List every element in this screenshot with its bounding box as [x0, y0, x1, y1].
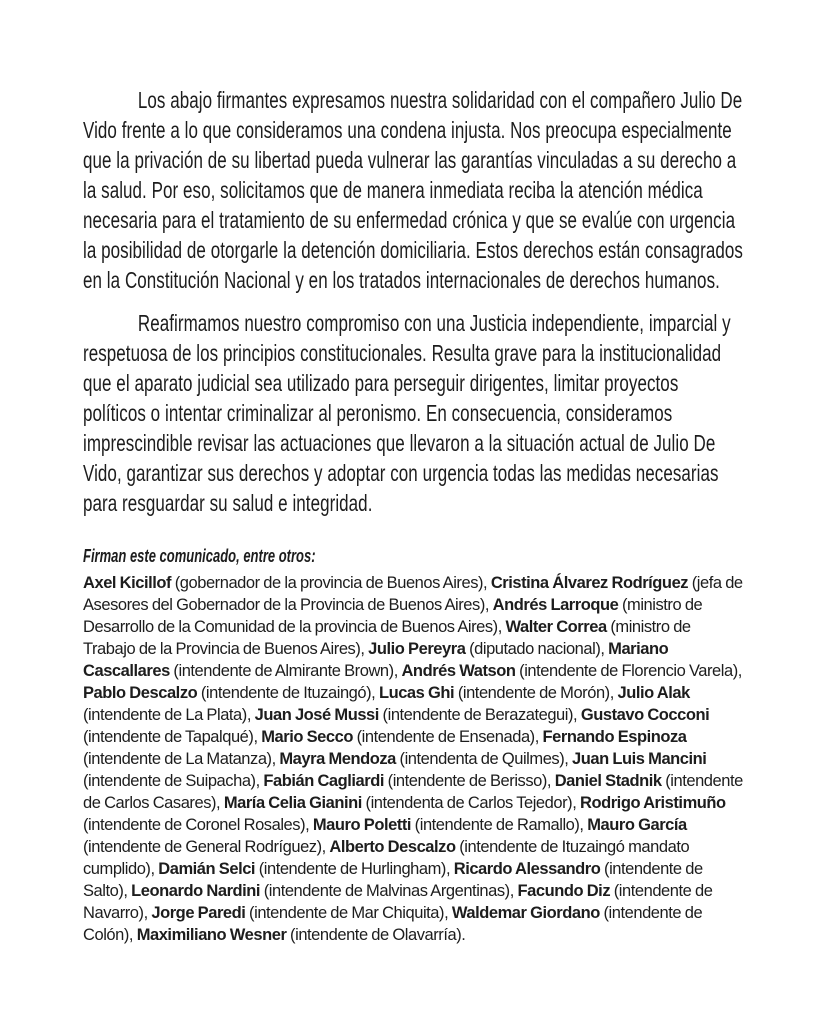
signatory-role: (intendente de Almirante Brown),	[169, 662, 402, 680]
signatory-name: Ricardo Alessandro	[453, 860, 601, 878]
signatory-name: Fabián Cagliardi	[263, 772, 385, 790]
signatory-name: Leonardo Nardini	[131, 882, 261, 900]
signatory-role: (ministro de Desarrollo de la Comunidad de la provincia de Buenos Aires),	[83, 596, 703, 636]
signatory-role: (intendente de La Matanza),	[83, 750, 280, 768]
signatory-name: Juan Luis Mancini	[572, 750, 707, 768]
signatory-name: María Celia Gianini	[223, 794, 362, 812]
signatory-name: Julio Pereyra	[368, 640, 466, 658]
signatory-role: (intendente de Berazategui),	[378, 706, 581, 724]
signatory-role: (intendente de Morón),	[454, 684, 618, 702]
signatory-name: Axel Kicillof	[83, 574, 172, 592]
signatory-role: (intendente de Olavarría).	[286, 926, 466, 944]
signatory-role: (intendente de Tapalqué),	[83, 728, 262, 746]
signatory-name: Gustavo Cocconi	[580, 706, 710, 724]
signatory-name: Mauro García	[587, 816, 687, 834]
signatory-name: Fernando Espinoza	[542, 728, 687, 746]
signatory-role: (intendente de Ituzaingó mandato cumplido),	[83, 838, 690, 878]
signatories-list	[83, 572, 745, 946]
signatory-name: Mario Secco	[261, 728, 353, 746]
signatory-role: (intendente de Suipacha),	[83, 772, 264, 790]
signatory-role: (diputado nacional),	[465, 640, 609, 658]
signatory-name: Damián Selci	[158, 860, 256, 878]
signatory-name: Rodrigo Aristimuño	[579, 794, 726, 812]
signatory-name: Mariano Cascallares	[83, 640, 669, 680]
signatory-role: (intendente de La Plata),	[83, 706, 255, 724]
signatory-name: Alberto Descalzo	[329, 838, 456, 856]
signatory-role: (intendente de Colón),	[83, 904, 703, 944]
signatory-role: (intendente de Berisso),	[384, 772, 555, 790]
signatory-name: Walter Correa	[505, 618, 607, 636]
signatory-name: Lucas Ghi	[378, 684, 455, 702]
signatory-name: Juan José Mussi	[254, 706, 379, 724]
signatory-role: (intendenta de Quilmes),	[395, 750, 573, 768]
statement-paragraph-1: Los abajo firmantes expresamos nuestra solidaridad con el compañero Julio De Vido frente a lo que consideramos una condena injusta. Nos preocupa especialmente que la privación de su libertad pueda vulnerar las garantías vinculadas a su derecho a la salud. Por eso, solicitamos que de manera inmediata reciba la atención médica necesaria para el tratamiento de su enfermedad crónica y que se evalúe con urgencia la posibilidad de otorgarle la detención domiciliaria. Estos derechos están consagrados en la Constitución Nacional y en los tratados internacionales de derechos humanos.	[83, 87, 743, 293]
signatory-name: Daniel Stadnik	[554, 772, 662, 790]
signatory-name: Mauro Poletti	[312, 816, 412, 834]
signatory-role: (gobernador de la provincia de Buenos Aires),	[171, 574, 491, 592]
signatory-role: (intendente de Hurlingham),	[255, 860, 454, 878]
signatory-name: Waldemar Giordano	[451, 904, 600, 922]
signatory-role: (intendente de Malvinas Argentinas),	[260, 882, 518, 900]
signatory-name: Cristina Álvarez Rodríguez	[490, 574, 689, 592]
signatory-name: Julio Alak	[617, 684, 690, 702]
signatory-role: (intendente de Mar Chiquita),	[245, 904, 452, 922]
signatory-name: Andrés Watson	[401, 662, 516, 680]
signatory-name: Jorge Paredi	[151, 904, 246, 922]
signatory-name: Pablo Descalzo	[83, 684, 198, 702]
signatory-role: (intendente de General Rodríguez),	[83, 838, 330, 856]
signatories-heading: Firman este comunicado, entre otros:	[83, 546, 316, 566]
signatory-role: (intendente de Ensenada),	[353, 728, 543, 746]
signatory-name: Andrés Larroque	[492, 596, 619, 614]
signatory-name: Maximiliano Wesner	[136, 926, 287, 944]
signatory-role: (intendenta de Carlos Tejedor),	[361, 794, 580, 812]
statement-paragraph-2: Reafirmamos nuestro compromiso con una Justicia independiente, imparcial y respetuosa de los principios constitucionales. Resulta grave para la institucionalidad que el aparato judicial sea utilizado para perseguir dirigentes, limitar proyectos políticos o intentar criminalizar al peronismo. En consecuencia, consideramos imprescindible revisar las actuaciones que llevaron a la situación actual de Julio De Vido, garantizar sus derechos y adoptar con urgencia todas las medidas necesarias para resguardar su salud e integridad.	[83, 310, 731, 516]
signatory-role: (intendente de Coronel Rosales),	[83, 816, 313, 834]
signatory-role: (ministro de Trabajo de la Provincia de Buenos Aires),	[83, 618, 691, 658]
signatory-role: (intendente de Florencio Varela),	[515, 662, 742, 680]
signatory-role: (intendente de Ituzaingó),	[197, 684, 379, 702]
signatory-role: (intendente de Navarro),	[83, 882, 713, 922]
signatory-name: Mayra Mendoza	[279, 750, 396, 768]
statement-body	[83, 85, 746, 518]
signatory-role: (jefa de Asesores del Gobernador de la Provincia de Buenos Aires),	[83, 574, 743, 614]
signatory-name: Facundo Diz	[517, 882, 611, 900]
signatory-role: (intendente de Salto),	[83, 860, 703, 900]
signatory-role: (intendente de Carlos Casares),	[83, 772, 743, 812]
signatory-role: (intendente de Ramallo),	[411, 816, 588, 834]
